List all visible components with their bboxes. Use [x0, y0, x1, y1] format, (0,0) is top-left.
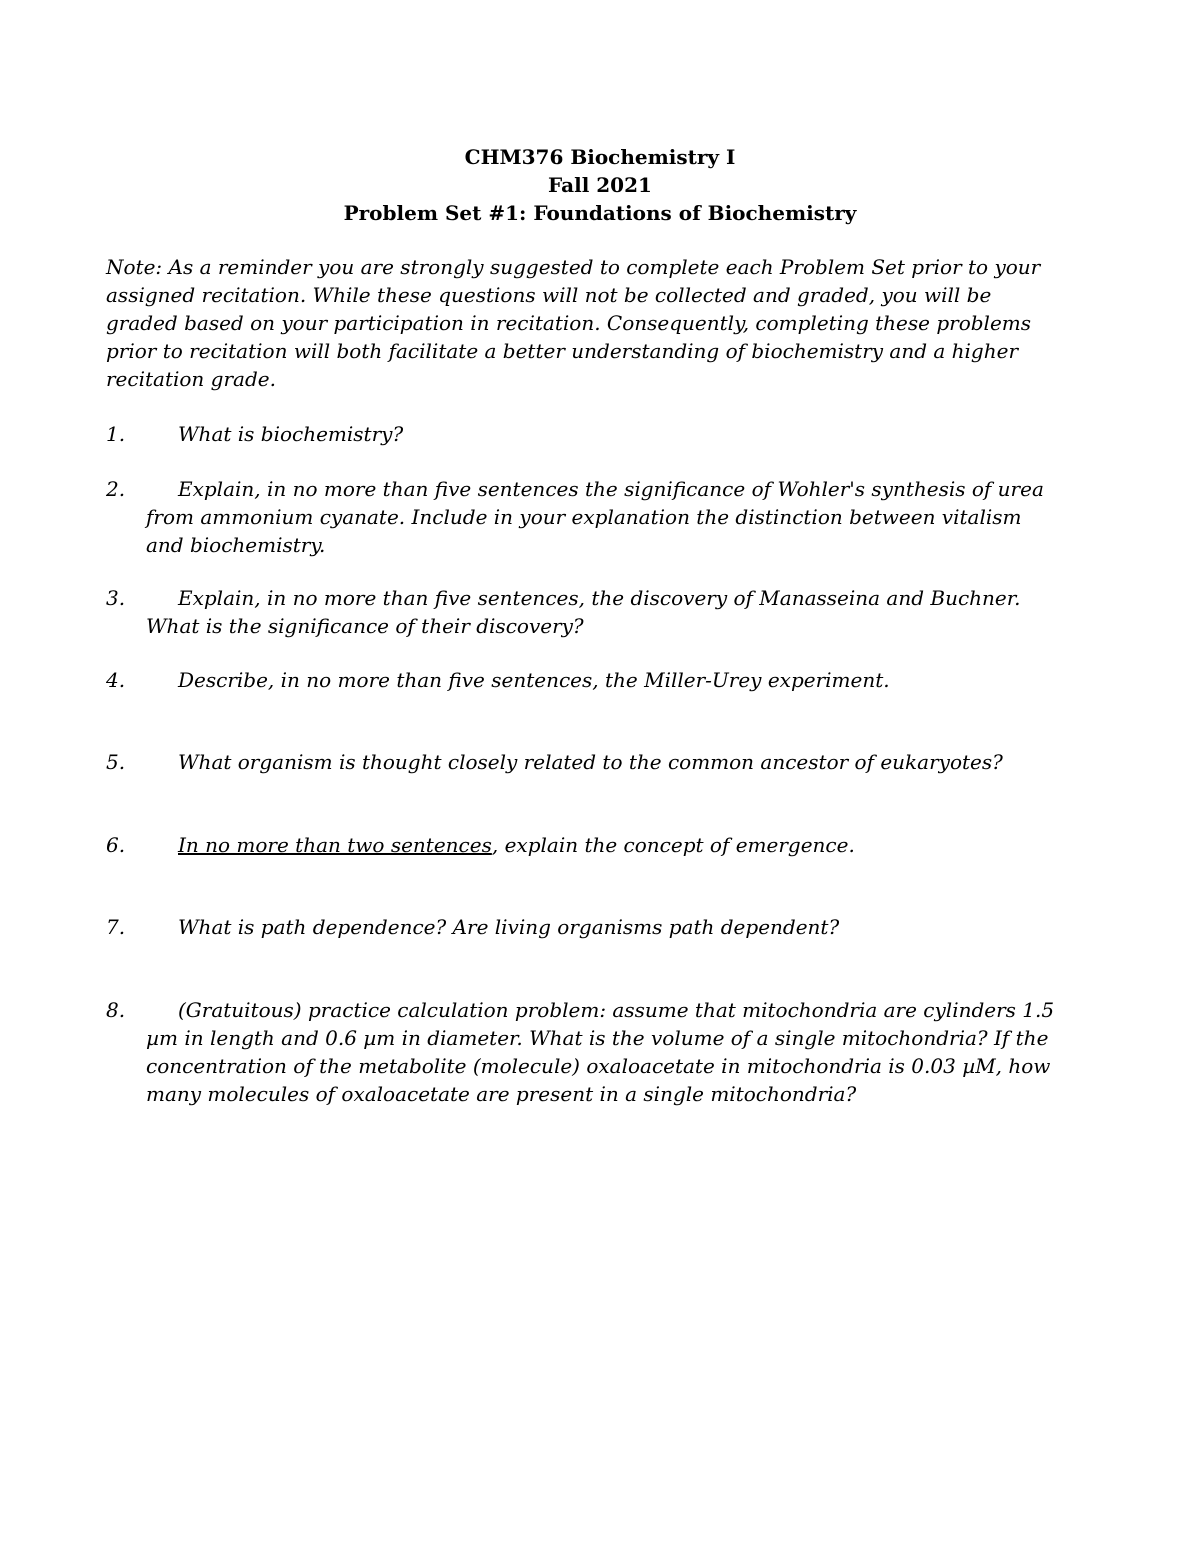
question-6	[106, 831, 1026, 859]
question-text: What is biochemistry?	[178, 422, 404, 446]
question-number: 6.	[106, 833, 126, 857]
question-5	[106, 748, 1026, 776]
question-text: concentration of the metabolite (molecule) oxaloacetate in mitochondria is 0.03 µM, how	[146, 1054, 1051, 1078]
question-text: Explain, in no more than five sentences, the discovery of Manasseina and Buchner.	[178, 586, 1021, 610]
question-number: 5.	[106, 750, 126, 774]
question-number: 4.	[106, 668, 126, 692]
note-line: graded based on your participation in recitation. Consequently, completing these problems	[106, 311, 1032, 335]
question-text	[106, 831, 1026, 859]
question-text: (Gratuitous) practice calculation problem: assume that mitochondria are cylinders 1.5	[178, 998, 1055, 1022]
note-line: assigned recitation. While these questions will not be collected and graded, you will be	[106, 283, 992, 307]
question-text: many molecules of oxaloacetate are present in a single mitochondria?	[146, 1082, 857, 1106]
question-2	[106, 475, 1044, 559]
question-number: 3.	[106, 586, 126, 610]
question-text: What is path dependence? Are living organisms path dependent?	[178, 915, 840, 939]
question-8	[106, 996, 1055, 1108]
note-line: recitation grade.	[106, 367, 276, 391]
question-3	[106, 584, 1026, 640]
note-line: Note: As a reminder you are strongly suggested to complete each Problem Set prior to your	[106, 255, 1041, 279]
question-text: and biochemistry.	[146, 533, 326, 557]
question-number: 2.	[106, 477, 126, 501]
term: Fall 2021	[548, 173, 652, 197]
question-text: What is the significance of their discovery?	[146, 614, 584, 638]
question-4	[106, 666, 1026, 694]
course-title: CHM376 Biochemistry I	[464, 145, 736, 169]
question-text: Explain, in no more than five sentences the significance of Wohler's synthesis of urea	[178, 477, 1044, 501]
question-number: 7.	[106, 915, 126, 939]
question-number: 8.	[106, 998, 126, 1022]
problem-set-title: Problem Set #1: Foundations of Biochemistry	[343, 201, 857, 225]
question-text: from ammonium cyanate. Include in your explanation the distinction between vitalism	[146, 505, 1022, 529]
question-text-rest: , explain the concept of emergence.	[491, 833, 855, 857]
question-7	[106, 913, 1026, 941]
question-text: Describe, in no more than five sentences, the Miller-Urey experiment.	[178, 668, 890, 692]
note-line: prior to recitation will both facilitate a better understanding of biochemistry and a higher	[106, 339, 1019, 363]
question-text: What organism is thought closely related to the common ancestor of eukaryotes?	[178, 750, 1003, 774]
question-number: 1.	[106, 422, 126, 446]
underlined-phrase: In no more than two sentences	[178, 833, 492, 857]
reminder-note	[106, 253, 1041, 393]
question-text: µm in length and 0.6 µm in diameter. What is the volume of a single mitochondria? If the	[146, 1026, 1049, 1050]
document-header	[0, 143, 1200, 227]
question-1	[106, 420, 1026, 448]
